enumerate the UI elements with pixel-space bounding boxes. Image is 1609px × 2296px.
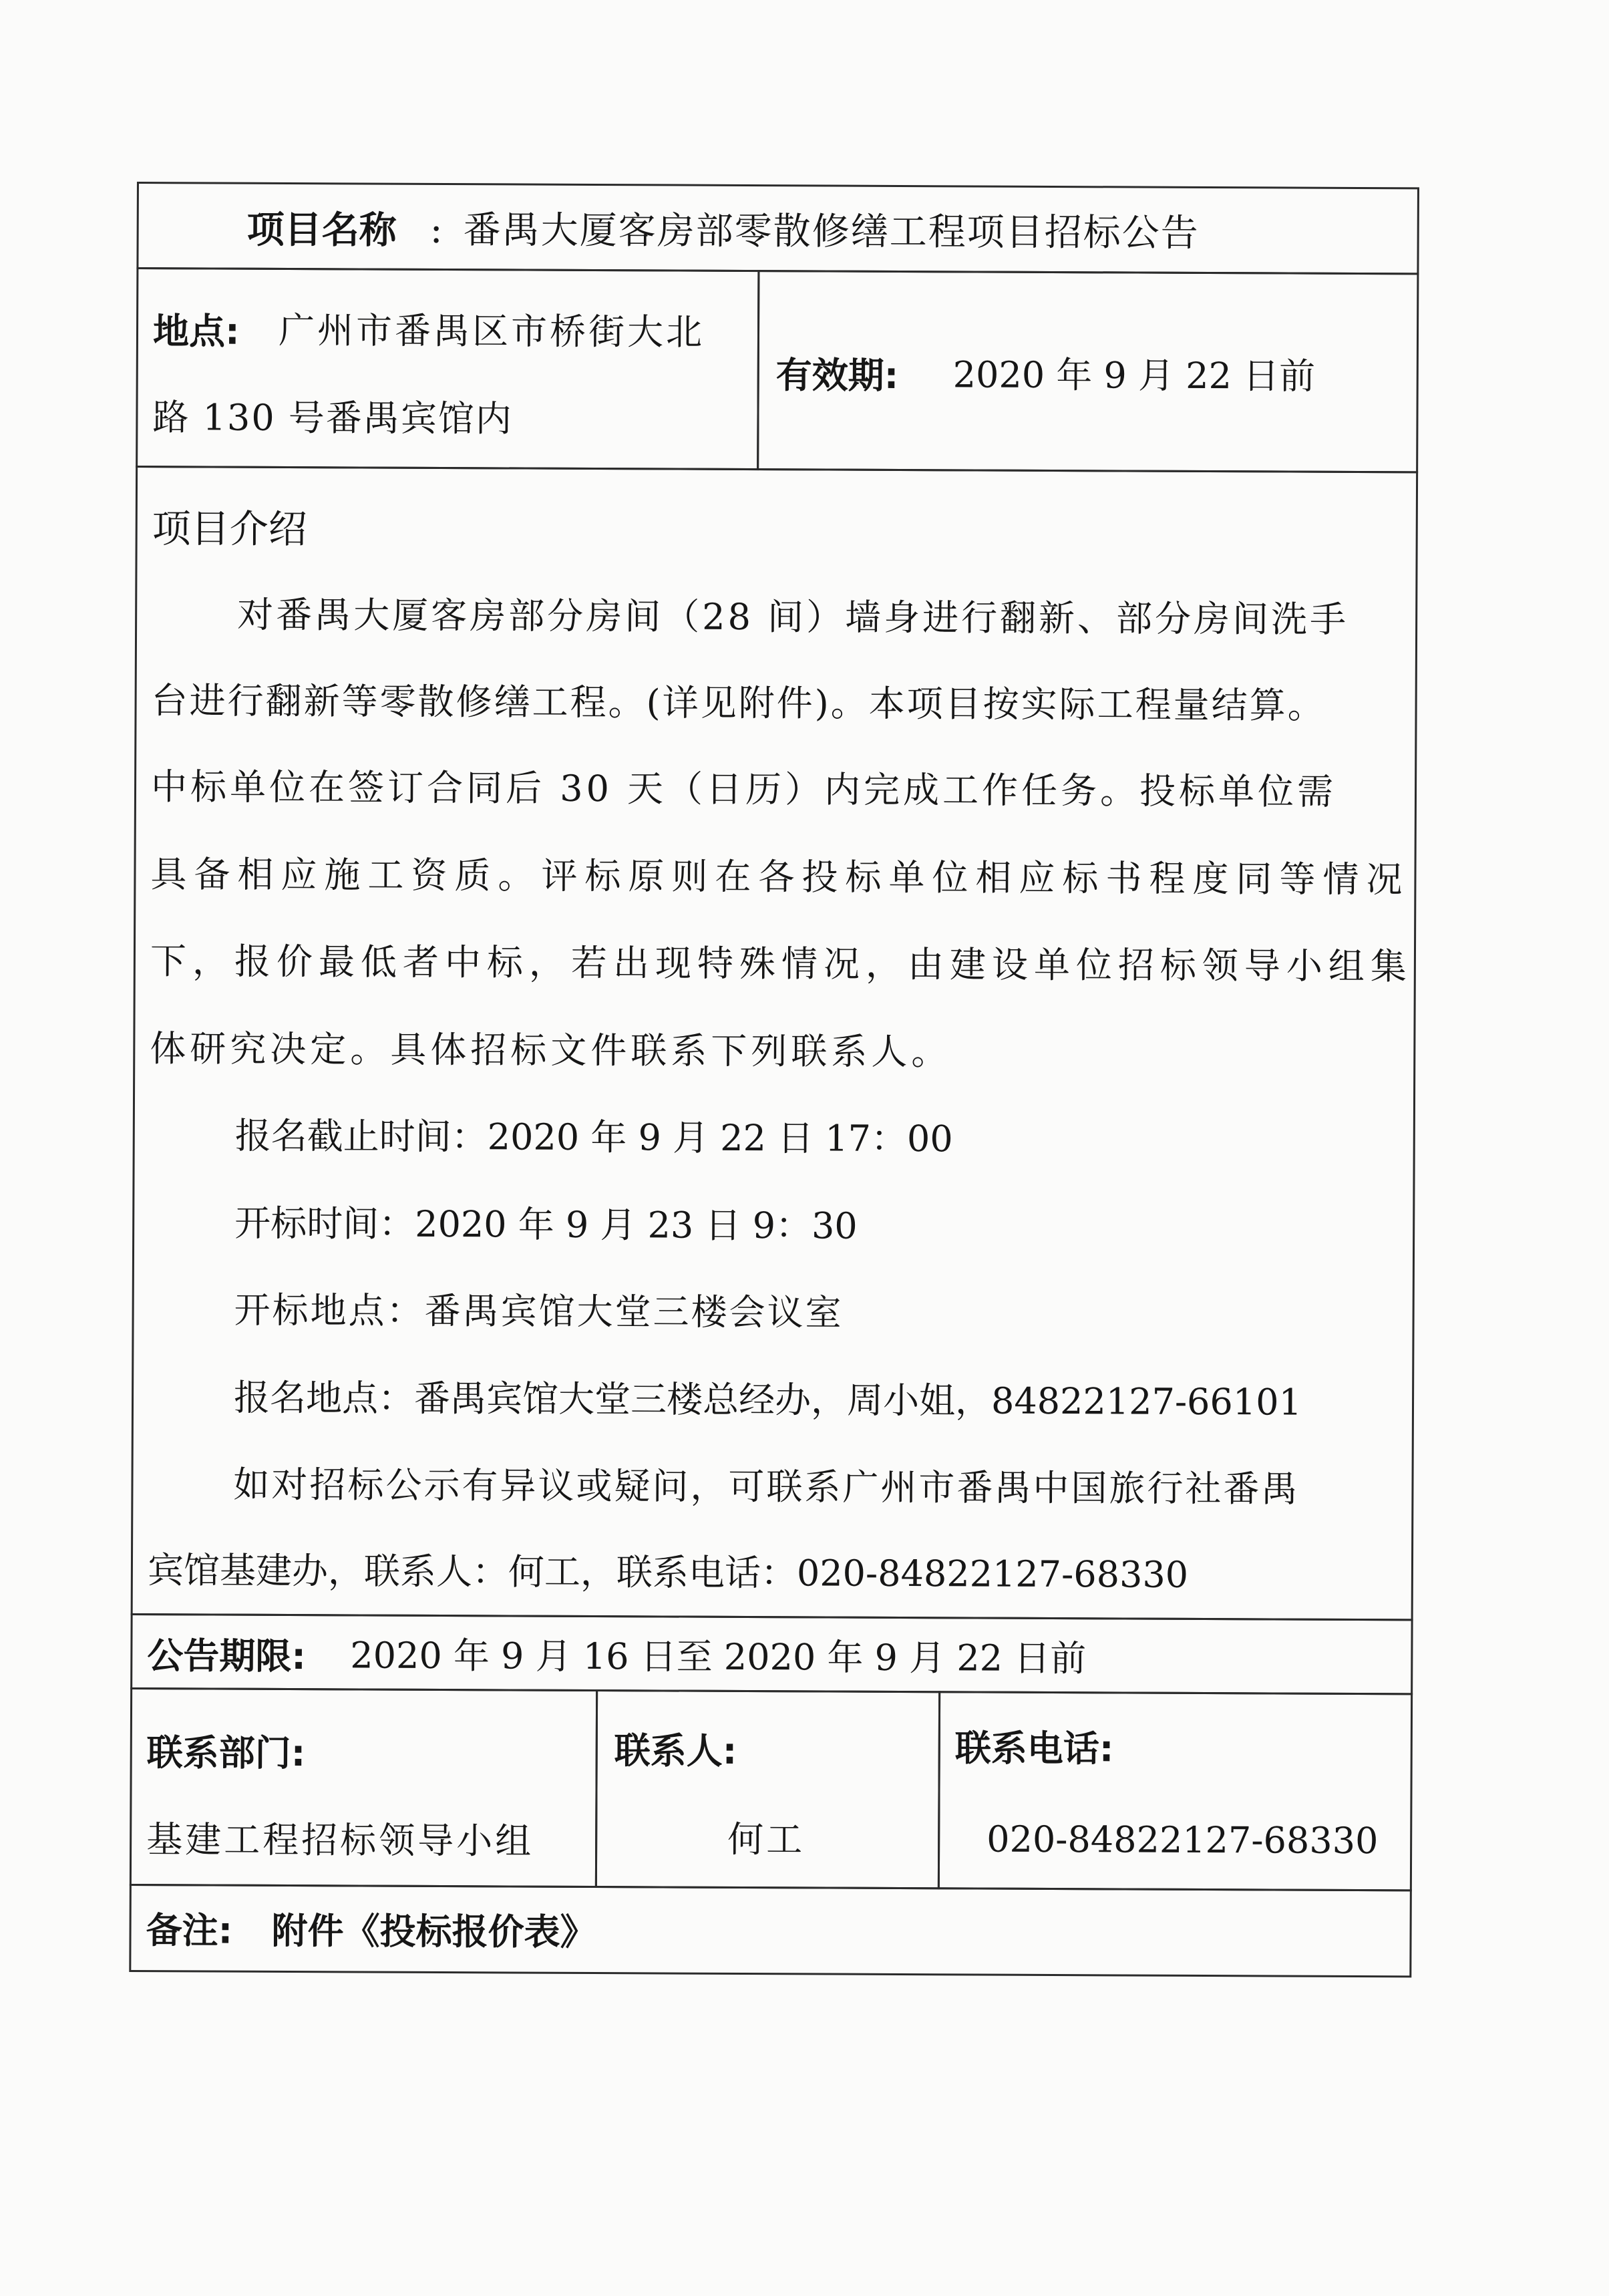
contact-dept-label: 联系部门: <box>146 1732 306 1775</box>
detail-line: 开标时间：2020 年 9 月 23 日 9：30 <box>234 1202 858 1247</box>
intro-heading: 项目介绍 <box>152 506 307 552</box>
intro-line: 对番禺大厦客房部分房间（28 间）墙身进行翻新、部分房间洗手 <box>237 593 1349 641</box>
note-label: 备注: <box>146 1909 233 1952</box>
validity-label: 有效期: <box>775 354 899 397</box>
contact-person-value: 何工 <box>727 1818 806 1861</box>
note-value: 附件《投标报价表》 <box>271 1909 596 1954</box>
contact-phone-cell <box>938 1691 1413 1891</box>
location-cell <box>136 267 759 470</box>
detail-line: 宾馆基建办，联系人：何工，联系电话：020-84822127-68330 <box>147 1549 1189 1596</box>
intro-line: 下，报价最低者中标，若出现特殊情况，由建设单位招标领导小组集 <box>150 940 1413 988</box>
contact-person-cell <box>595 1689 940 1889</box>
notice-table <box>129 182 1419 2005</box>
title-row <box>136 182 1419 275</box>
intro-cell <box>131 466 1418 1621</box>
detail-line: 如对招标公示有异议或疑问，可联系广州市番禺中国旅行社番禺 <box>233 1463 1300 1510</box>
title-label: 项目名称 <box>246 208 397 253</box>
contact-person-label: 联系人: <box>614 1730 737 1772</box>
intro-line: 中标单位在签订合同后 30 天（日历）内完成工作任务。投标单位需 <box>150 766 1337 813</box>
period-value: 2020 年 9 月 16 日至 2020 年 9 月 22 日前 <box>350 1634 1087 1680</box>
period-label: 公告期限: <box>147 1635 307 1678</box>
period-cell <box>130 1613 1413 1695</box>
detail-line: 报名截止时间：2020 年 9 月 22 日 17：00 <box>234 1114 953 1160</box>
intro-line: 体研究决定。具体招标文件联系下列联系人。 <box>150 1027 952 1074</box>
location-label: 地点: <box>152 310 240 353</box>
contact-dept-value: 基建工程招标领导小组 <box>146 1818 534 1862</box>
intro-line: 具备相应施工资质。评标原则在各投标单位相应标书程度同等情况 <box>150 853 1410 901</box>
contact-dept-cell <box>130 1687 598 1888</box>
detail-line: 开标地点：番禺宾馆大堂三楼会议室 <box>234 1289 844 1334</box>
contact-phone-label: 联系电话: <box>954 1727 1114 1770</box>
detail-line: 报名地点：番禺宾馆大堂三楼总经办，周小姐，84822127-66101 <box>233 1376 1302 1424</box>
validity-cell <box>757 270 1419 473</box>
validity-value: 2020 年 9 月 22 日前 <box>952 353 1316 397</box>
title-text: 番禺大厦客房部零散修缮工程项目招标公告 <box>463 208 1200 255</box>
contact-phone-value: 020-84822127-68330 <box>987 1818 1379 1862</box>
title-colon: : <box>429 208 443 252</box>
note-cell <box>129 1884 1412 1977</box>
location-line1: 广州市番禺区市桥街大北 <box>278 309 705 353</box>
intro-line: 台进行翻新等零散修缮工程。(详见附件)。本项目按实际工程量结算。 <box>151 679 1326 727</box>
location-line2: 路 130 号番禺宾馆内 <box>152 396 514 440</box>
